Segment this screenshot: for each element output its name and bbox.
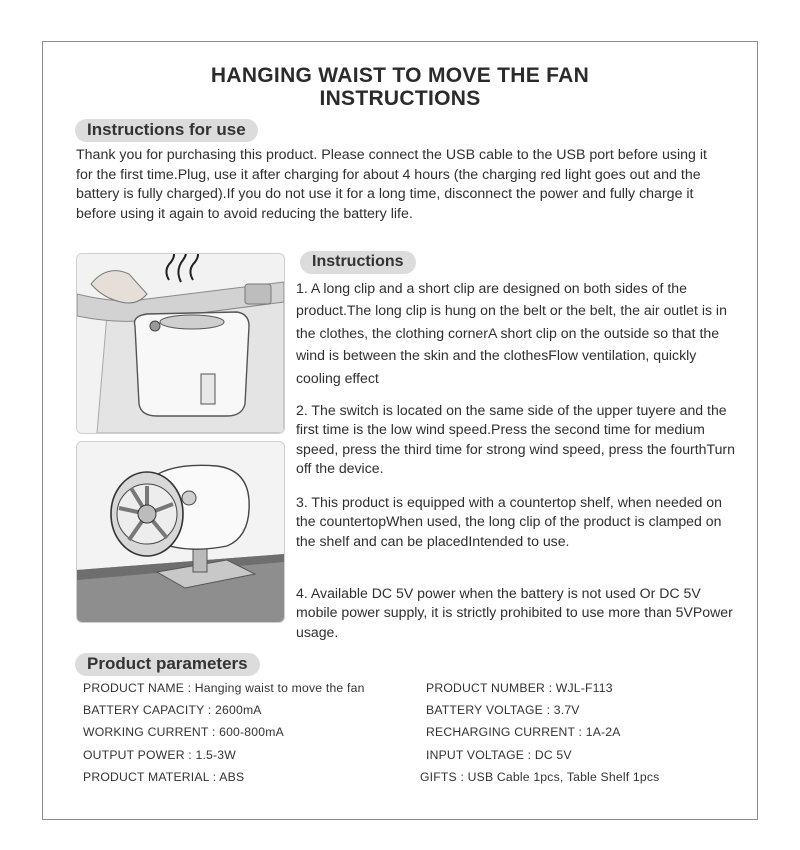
param-working-current: WORKING CURRENT : 600-800mA xyxy=(83,725,284,740)
product-parameters-heading: Product parameters xyxy=(75,653,260,676)
instruction-item-4: 4. Available DC 5V power when the battery is not used Or DC 5V mobile power supply, it is strictly prohibited to use more than 5VPower usage. xyxy=(296,585,733,640)
waist-fan-photo xyxy=(76,253,285,434)
param-product-number: PRODUCT NUMBER : WJL-F113 xyxy=(426,681,613,695)
instructions-for-use-text: Thank you for purchasing this product. Please connect the USB cable to the USB port before using it for the first time.Plug, use it after charging for about 4 hours (the charging red light goes out and the battery is fully charged).If you do not use it for a long time, disconnect the power and fully charge it before using it again to avoid reducing the battery life. xyxy=(76,147,707,222)
param-row xyxy=(83,748,723,770)
param-row xyxy=(83,681,723,703)
param-battery-capacity: BATTERY CAPACITY : 2600mA xyxy=(83,703,262,718)
param-battery-voltage: BATTERY VOLTAGE : 3.7V xyxy=(426,703,580,718)
param-gifts: GIFTS : USB Cable 1pcs, Table Shelf 1pcs xyxy=(420,769,660,784)
product-parameters-table xyxy=(83,681,723,792)
title-line-1: HANGING WAIST TO MOVE THE FAN xyxy=(210,64,590,87)
instruction-item-2: 2. The switch is located on the same side of the upper tuyere and the first time is the low wind speed.Press the second time for medium speed, press the third time for strong wind speed, press the fourthTurn off the device. xyxy=(296,402,735,477)
param-row xyxy=(83,725,723,747)
instruction-item-3: 3. This product is equipped with a countertop shelf, when needed on the countertopWhen used, the long clip of the product is clamped on the shelf and can be placedIntended to use. xyxy=(296,494,722,549)
table-fan-illustration xyxy=(77,442,284,622)
param-output-power: OUTPUT POWER : 1.5-3W xyxy=(83,747,236,762)
title-line-2: INSTRUCTIONS xyxy=(319,87,481,110)
table-shelf-photo xyxy=(76,441,285,623)
instruction-item-1: 1. A long clip and a short clip are designed on both sides of the product.The long clip is hung on the belt or the belt, the air outlet is in the clothes, the clothing cornerA short clip on the outside so that the wind is between the skin and the clothesFlow ventilation, quickly cooling effect xyxy=(296,280,727,386)
param-input-voltage: INPUT VOLTAGE : DC 5V xyxy=(426,747,572,762)
param-recharging-current: RECHARGING CURRENT : 1A-2A xyxy=(426,725,621,740)
instructions-heading: Instructions xyxy=(300,251,416,274)
instructions-for-use-heading: Instructions for use xyxy=(75,119,258,142)
param-row xyxy=(83,770,723,792)
instruction-sheet xyxy=(42,41,758,820)
param-product-name: PRODUCT NAME : Hanging waist to move the fan xyxy=(83,681,365,695)
param-row xyxy=(83,703,723,725)
waist-fan-illustration xyxy=(77,254,284,433)
param-product-material: PRODUCT MATERIAL : ABS xyxy=(83,769,245,784)
